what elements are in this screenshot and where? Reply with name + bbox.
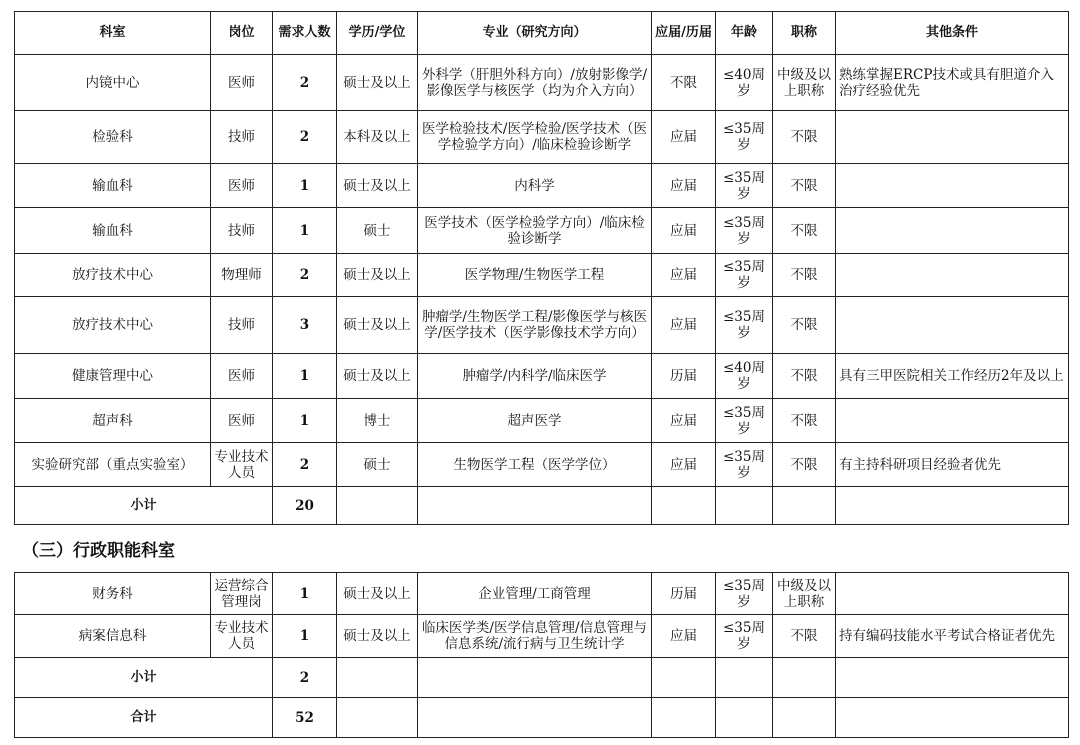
table-row [15,573,1069,615]
cell-count: 2 [273,111,337,164]
cell-count: 2 [273,55,337,111]
cell-count: 1 [273,573,337,615]
cell-education: 博士 [337,399,418,443]
subtotal-count: 2 [273,658,337,698]
cell-education: 硕士及以上 [337,55,418,111]
cell-major: 超声医学 [418,399,652,443]
cell-age: ≤35周岁 [716,399,773,443]
table-row [15,208,1069,254]
header-age: 年龄 [716,12,773,55]
cell-title: 中级及以上职称 [773,55,836,111]
subtotal-count: 20 [273,487,337,525]
cell-dept: 检验科 [15,111,211,164]
total-label: 合计 [15,698,273,738]
cell-post: 医师 [211,399,273,443]
cell-title: 不限 [773,254,836,297]
cell-major: 临床医学类/医学信息管理/信息管理与信息系统/流行病与卫生统计学 [418,615,652,658]
cell-education: 硕士及以上 [337,573,418,615]
total-count: 52 [273,698,337,738]
cell-education: 硕士及以上 [337,297,418,354]
cell-dept: 放疗技术中心 [15,254,211,297]
header-title: 职称 [773,12,836,55]
cell-title: 不限 [773,297,836,354]
cell-title: 中级及以上职称 [773,573,836,615]
cell-age: ≤35周岁 [716,254,773,297]
cell-post: 技师 [211,208,273,254]
table-row [15,164,1069,208]
cell-post: 医师 [211,164,273,208]
table-row [15,443,1069,487]
table-row [15,615,1069,658]
section-heading-admin: （三）行政职能科室 [22,541,175,561]
cell-education: 硕士 [337,208,418,254]
cell-other [836,111,1069,164]
cell-dept: 输血科 [15,164,211,208]
cell-education: 本科及以上 [337,111,418,164]
cell-age: ≤35周岁 [716,164,773,208]
cell-post: 医师 [211,55,273,111]
cell-dept: 内镜中心 [15,55,211,111]
cell-age: ≤35周岁 [716,297,773,354]
cell-post: 运营综合管理岗 [211,573,273,615]
table-header-row [15,12,1069,55]
cell-graduate-type: 不限 [652,55,716,111]
cell-graduate-type: 应届 [652,208,716,254]
cell-count: 1 [273,615,337,658]
cell-title: 不限 [773,208,836,254]
header-education: 学历/学位 [337,12,418,55]
recruitment-table-medical-tech [14,11,1069,525]
cell-post: 医师 [211,354,273,399]
cell-graduate-type: 历届 [652,354,716,399]
cell-age: ≤35周岁 [716,443,773,487]
cell-post: 物理师 [211,254,273,297]
cell-dept: 放疗技术中心 [15,297,211,354]
cell-other [836,164,1069,208]
cell-major: 内科学 [418,164,652,208]
header-post: 岗位 [211,12,273,55]
cell-other [836,573,1069,615]
cell-post: 技师 [211,297,273,354]
cell-dept: 输血科 [15,208,211,254]
cell-graduate-type: 历届 [652,573,716,615]
header-dept: 科室 [15,12,211,55]
cell-major: 肿瘤学/内科学/临床医学 [418,354,652,399]
cell-count: 1 [273,208,337,254]
cell-dept: 病案信息科 [15,615,211,658]
cell-other [836,208,1069,254]
cell-title: 不限 [773,164,836,208]
subtotal-label: 小计 [15,487,273,525]
cell-dept: 财务科 [15,573,211,615]
table-row [15,254,1069,297]
cell-graduate-type: 应届 [652,297,716,354]
table-row [15,399,1069,443]
cell-count: 3 [273,297,337,354]
cell-age: ≤35周岁 [716,615,773,658]
cell-graduate-type: 应届 [652,615,716,658]
cell-other [836,254,1069,297]
cell-post: 技师 [211,111,273,164]
recruitment-table-admin [14,572,1069,738]
cell-education: 硕士 [337,443,418,487]
cell-other: 持有编码技能水平考试合格证者优先 [836,615,1069,658]
header-count: 需求人数 [273,12,337,55]
cell-other [836,297,1069,354]
cell-major: 医学检验技术/医学检验/医学技术（医学检验学方向）/临床检验诊断学 [418,111,652,164]
cell-count: 2 [273,254,337,297]
table-row [15,55,1069,111]
cell-major: 肿瘤学/生物医学工程/影像医学与核医学/医学技术（医学影像技术学方向） [418,297,652,354]
table-row [15,111,1069,164]
cell-other [836,399,1069,443]
cell-major: 医学技术（医学检验学方向）/临床检验诊断学 [418,208,652,254]
cell-count: 1 [273,399,337,443]
table-row [15,354,1069,399]
cell-title: 不限 [773,443,836,487]
cell-dept: 实验研究部（重点实验室） [15,443,211,487]
cell-graduate-type: 应届 [652,164,716,208]
subtotal-label: 小计 [15,658,273,698]
table-row [15,297,1069,354]
cell-post: 专业技术人员 [211,443,273,487]
cell-count: 2 [273,443,337,487]
cell-education: 硕士及以上 [337,354,418,399]
cell-age: ≤40周岁 [716,55,773,111]
cell-dept: 超声科 [15,399,211,443]
subtotal-row [15,487,1069,525]
cell-title: 不限 [773,354,836,399]
cell-major: 外科学（肝胆外科方向）/放射影像学/影像医学与核医学（均为介入方向） [418,55,652,111]
header-other: 其他条件 [836,12,1069,55]
cell-graduate-type: 应届 [652,443,716,487]
cell-education: 硕士及以上 [337,615,418,658]
cell-graduate-type: 应届 [652,399,716,443]
total-row [15,698,1069,738]
cell-graduate-type: 应届 [652,111,716,164]
cell-count: 1 [273,354,337,399]
cell-dept: 健康管理中心 [15,354,211,399]
cell-age: ≤40周岁 [716,354,773,399]
cell-title: 不限 [773,615,836,658]
cell-major: 企业管理/工商管理 [418,573,652,615]
cell-count: 1 [273,164,337,208]
cell-age: ≤35周岁 [716,111,773,164]
cell-other: 熟练掌握ERCP技术或具有胆道介入治疗经验优先 [836,55,1069,111]
cell-title: 不限 [773,399,836,443]
cell-major: 医学物理/生物医学工程 [418,254,652,297]
cell-major: 生物医学工程（医学学位） [418,443,652,487]
cell-other: 有主持科研项目经验者优先 [836,443,1069,487]
cell-age: ≤35周岁 [716,573,773,615]
subtotal-row [15,658,1069,698]
cell-title: 不限 [773,111,836,164]
cell-education: 硕士及以上 [337,164,418,208]
cell-education: 硕士及以上 [337,254,418,297]
cell-graduate-type: 应届 [652,254,716,297]
header-major: 专业（研究方向） [418,12,652,55]
cell-other: 具有三甲医院相关工作经历2年及以上 [836,354,1069,399]
cell-post: 专业技术人员 [211,615,273,658]
cell-age: ≤35周岁 [716,208,773,254]
header-graduate-type: 应届/历届 [652,12,716,55]
